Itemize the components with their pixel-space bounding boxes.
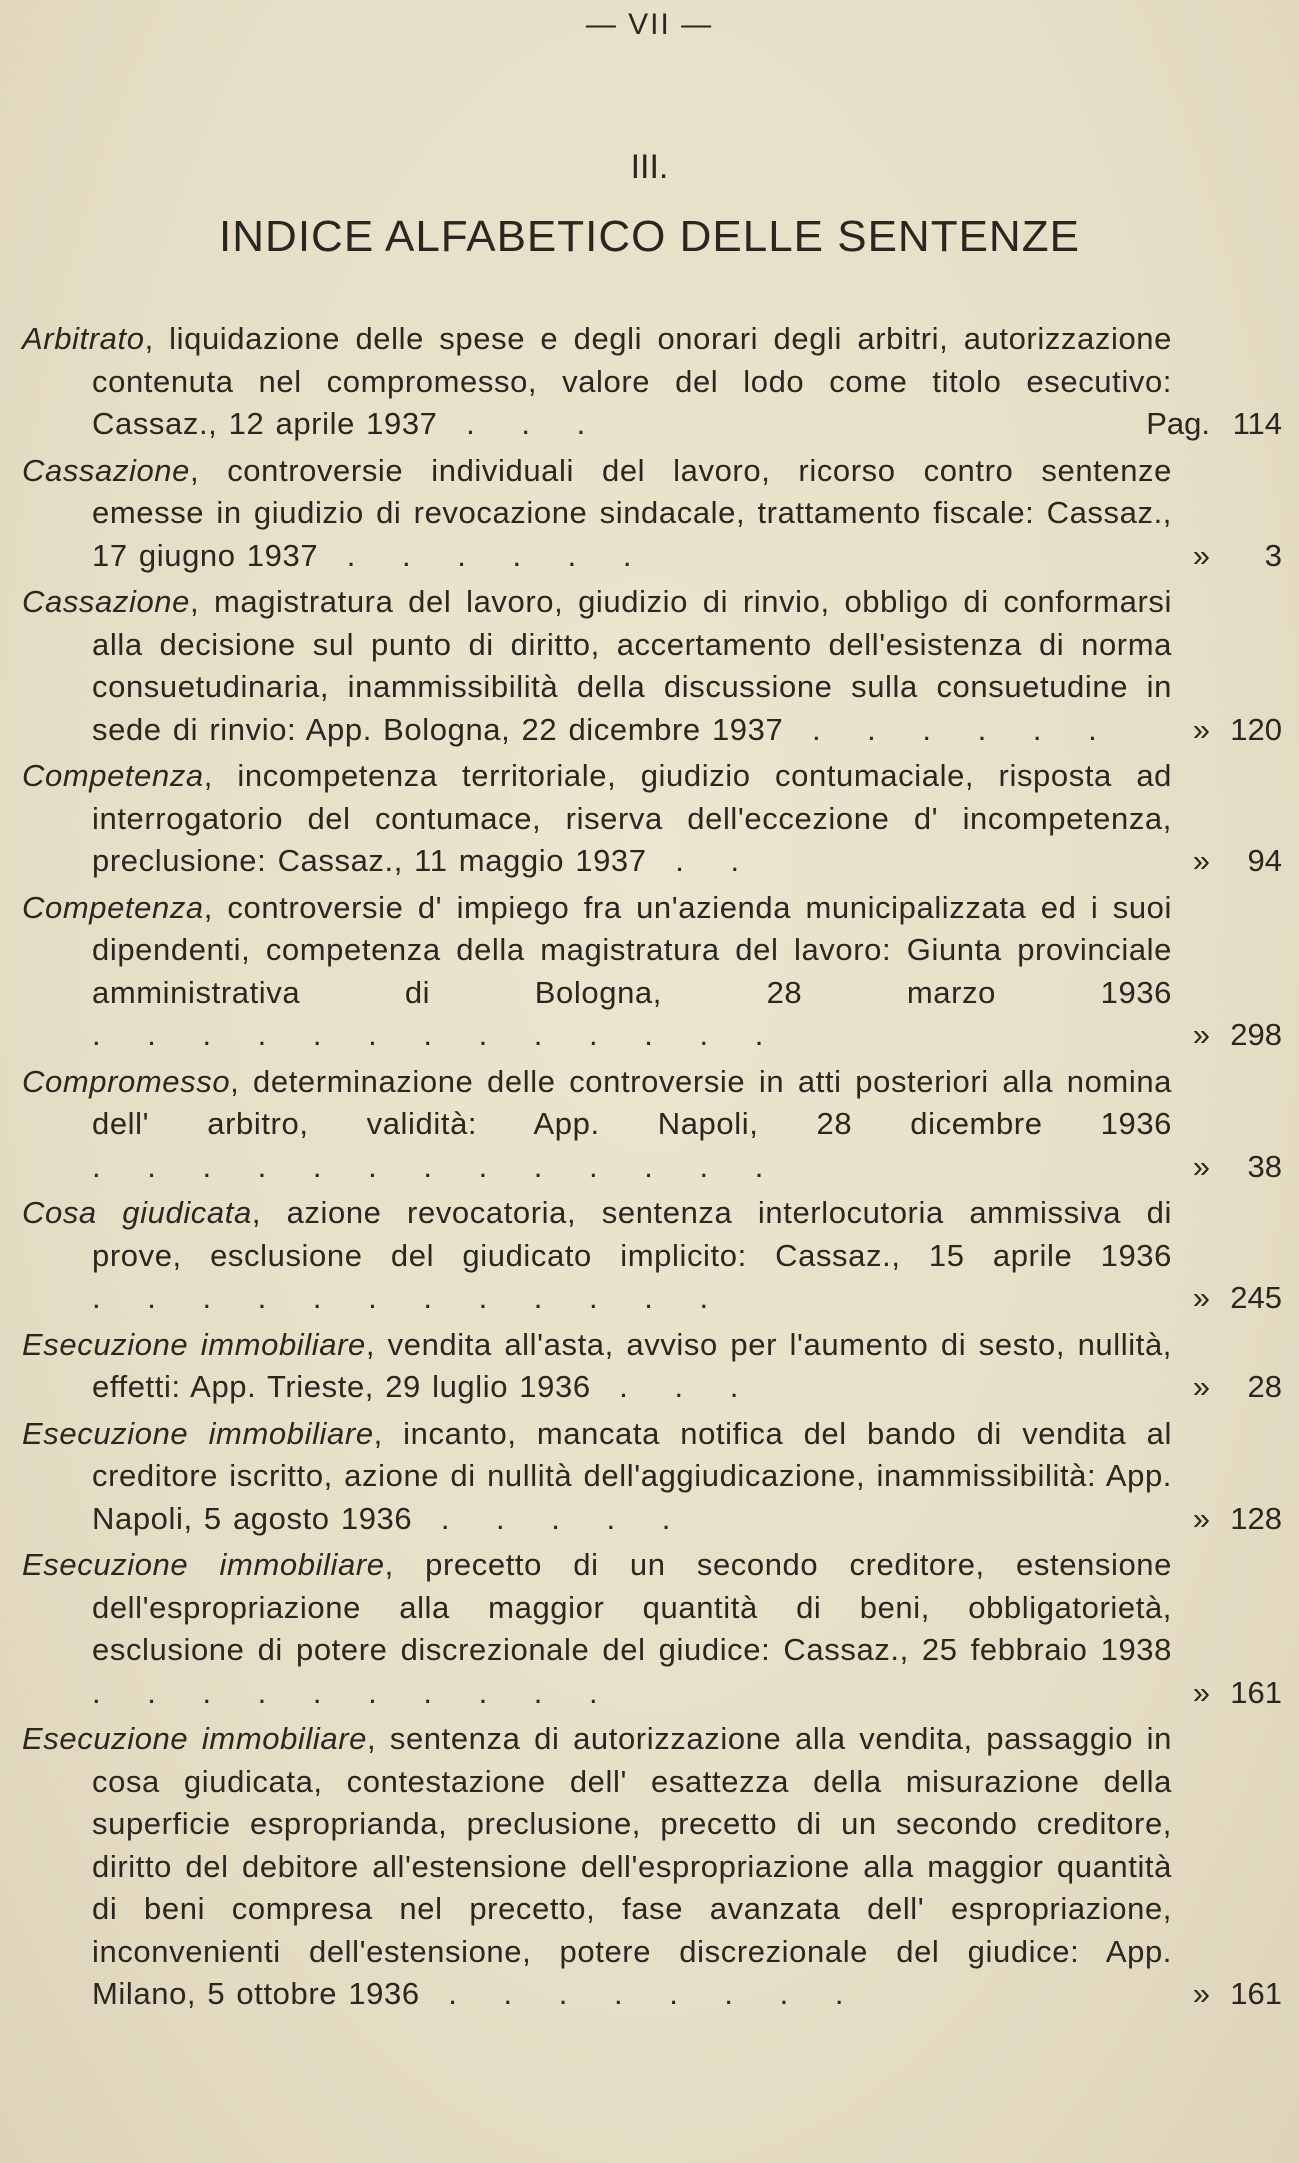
- ref-prefix: »: [1192, 1148, 1210, 1184]
- entry-keyword: Cassazione: [22, 452, 190, 488]
- entry-text: , sentenza di autorizzazione alla vendita, passaggio in cosa giudicata, contestazione dell' esattezza della misurazione della superficie esproprianda, preclusione, precetto di un secondo creditore, diritto del debitore all'estensione dell'espropriazione alla maggior quantità di beni compresa nel precetto, fase avanzata dell' espropriazione, inconvenienti dell'estensione, potere discrezionale del giudice: App. Milano, 5 ottobre 1936: [92, 1721, 1172, 2011]
- ref-prefix: »: [1192, 1500, 1210, 1536]
- index-entry: [22, 887, 1282, 1057]
- ref-prefix: »: [1192, 1674, 1210, 1710]
- entry-keyword: Esecuzione immobiliare: [22, 1326, 366, 1362]
- entry-keyword: Esecuzione immobiliare: [22, 1415, 374, 1451]
- page-reference: [1170, 709, 1282, 752]
- page-reference: [1170, 1146, 1282, 1189]
- dot-leader: . . . . . . . . . . . . .: [92, 1017, 782, 1052]
- dot-leader: . . . . . . . . . . . .: [92, 1280, 727, 1315]
- page-reference: [1170, 1973, 1282, 2016]
- dot-leader: . . .: [437, 406, 604, 441]
- page-number: 161: [1230, 1976, 1282, 2011]
- dot-leader: . . . . . .: [783, 711, 1115, 747]
- dot-leader: . . . . . .: [318, 537, 650, 573]
- page-reference: [1170, 1014, 1282, 1057]
- ref-prefix: Pag.: [1146, 406, 1210, 441]
- entry-keyword: Cosa giudicata: [22, 1195, 252, 1230]
- dot-leader: . . . . . . . .: [419, 1976, 862, 2011]
- entry-text: , azione revocatoria, sentenza interlocutoria ammissiva di prove, esclusione del giudicato implicito: Cassaz., 15 aprile 1936: [92, 1195, 1172, 1273]
- entry-keyword: Competenza: [22, 889, 204, 925]
- page-reference: [1170, 1672, 1282, 1715]
- dot-leader: . .: [646, 843, 758, 878]
- entry-keyword: Arbitrato: [22, 321, 145, 356]
- entry-keyword: Esecuzione immobiliare: [22, 1547, 385, 1582]
- entry-text: , precetto di un secondo creditore, estensione dell'espropriazione alla maggior quantità di beni, obbligatorietà, esclusione di potere discrezionale del giudice: Cassaz., 25 febbraio 1938: [92, 1547, 1172, 1667]
- page-reference: [1146, 403, 1282, 446]
- entry-keyword: Compromesso: [22, 1063, 231, 1099]
- page-reference: [1170, 1366, 1282, 1409]
- page-number: 161: [1230, 1674, 1282, 1710]
- index-entry: [22, 1718, 1282, 2016]
- index-entry: [22, 581, 1282, 751]
- page-number: 298: [1230, 1017, 1282, 1052]
- entry-keyword: Competenza: [22, 758, 204, 793]
- ref-prefix: »: [1192, 1017, 1210, 1052]
- index-entry: [22, 755, 1282, 883]
- dot-leader: . . . . . . . . . . . . .: [92, 1148, 782, 1184]
- ref-prefix: »: [1192, 1369, 1210, 1404]
- section-title: INDICE ALFABETICO DELLE SENTENZE: [219, 212, 1080, 261]
- page-number: 3: [1264, 537, 1282, 573]
- entry-text: , controversie individuali del lavoro, ricorso contro sentenze emesse in giudizio di revocazione sindacale, trattamento fiscale: Cassaz., 17 giugno 1937: [92, 452, 1172, 573]
- ref-prefix: »: [1192, 843, 1210, 878]
- index-entry: [22, 1544, 1282, 1714]
- ref-prefix: »: [1192, 1976, 1210, 2011]
- section-number: III.: [630, 148, 669, 186]
- dot-leader: . . .: [590, 1369, 757, 1404]
- ref-prefix: »: [1192, 711, 1210, 747]
- index-entry: [22, 1413, 1282, 1541]
- page-number: 114: [1232, 406, 1282, 441]
- page-folio: — VII —: [585, 8, 714, 41]
- entry-text: , incompetenza territoriale, giudizio contumaciale, risposta ad interrogatorio del contumace, riserva dell'eccezione d' incompetenza, preclusione: Cassaz., 11 maggio 1937: [92, 758, 1172, 878]
- page-number: 245: [1230, 1280, 1282, 1315]
- entry-keyword: Esecuzione immobiliare: [22, 1721, 367, 1756]
- page-number: 94: [1247, 843, 1282, 878]
- ref-prefix: »: [1192, 1280, 1210, 1315]
- page-number: 120: [1230, 711, 1282, 747]
- page-reference: [1170, 535, 1282, 578]
- index-entry: [22, 450, 1282, 578]
- index-entry: [22, 1324, 1282, 1409]
- page-reference: [1170, 1498, 1282, 1541]
- entry-text: , liquidazione delle spese e degli onorari degli arbitri, autorizzazione contenuta nel compromesso, valore del lodo come titolo esecutivo: Cassaz., 12 aprile 1937: [92, 321, 1172, 441]
- page-reference: [1170, 1277, 1282, 1320]
- dot-leader: . . . . . . . . . .: [92, 1674, 616, 1710]
- entry-text: , controversie d' impiego fra un'azienda municipalizzata ed i suoi dipendenti, competenza della magistratura del lavoro: Giunta provinciale amministrativa di Bologna, 28 marzo 1936: [92, 889, 1172, 1010]
- entry-text: , magistratura del lavoro, giudizio di rinvio, obbligo di conformarsi alla decisione sul punto di diritto, accertamento dell'esistenza di norma consuetudinaria, inammissibilità della discussione sulla consuetudine in sede di rinvio: App. Bologna, 22 dicembre 1937: [92, 584, 1172, 747]
- entry-keyword: Cassazione: [22, 584, 190, 619]
- page-reference: [1170, 840, 1282, 883]
- entry-text: , determinazione delle controversie in atti posteriori alla nomina dell' arbitro, validità: App. Napoli, 28 dicembre 1936: [92, 1063, 1172, 1141]
- index-entry: [22, 318, 1282, 446]
- index-entries: [22, 318, 1282, 2020]
- dot-leader: . . . . .: [412, 1500, 689, 1536]
- index-entry: [22, 1192, 1282, 1320]
- entry-text: , vendita all'asta, avviso per l'aumento di sesto, nullità, effetti: App. Trieste, 29 luglio 1936: [92, 1326, 1172, 1404]
- entry-text: , incanto, mancata notifica del bando di vendita al creditore iscritto, azione di nullità dell'aggiudicazione, inammissibilità: App. Napoli, 5 agosto 1936: [92, 1415, 1172, 1536]
- page-number: 38: [1247, 1148, 1282, 1184]
- page-number: 128: [1230, 1500, 1282, 1536]
- page-number: 28: [1247, 1369, 1282, 1404]
- ref-prefix: »: [1192, 537, 1210, 573]
- index-entry: [22, 1061, 1282, 1189]
